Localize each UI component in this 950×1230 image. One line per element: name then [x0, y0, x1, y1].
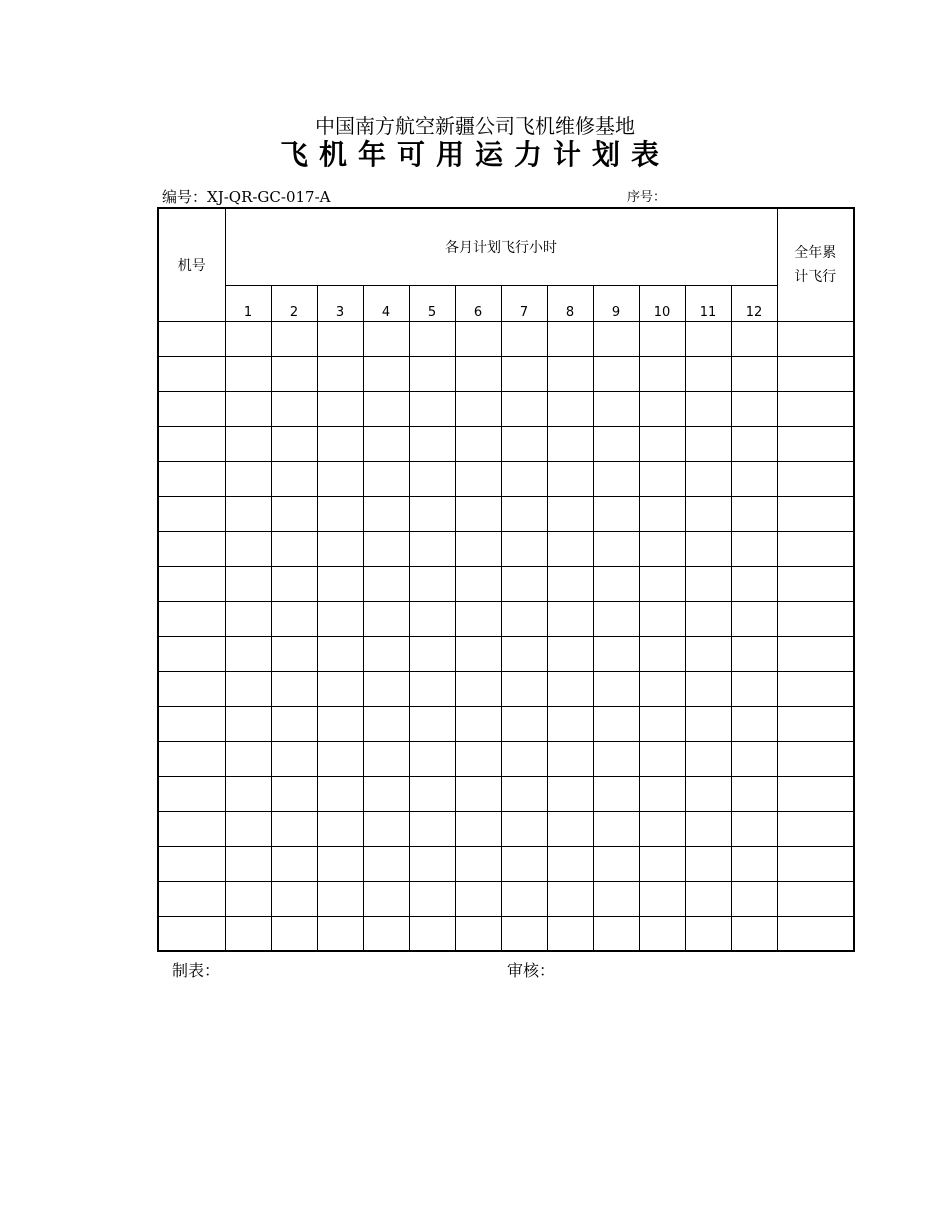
machine-number-cell[interactable] — [158, 671, 225, 706]
month-cell[interactable] — [363, 566, 409, 601]
machine-number-cell[interactable] — [158, 811, 225, 846]
annual-total-cell[interactable] — [777, 881, 854, 916]
month-cell[interactable] — [501, 881, 547, 916]
month-cell[interactable] — [639, 741, 685, 776]
month-cell[interactable] — [593, 496, 639, 531]
month-cell[interactable] — [225, 846, 271, 881]
month-header-10: 10 — [639, 285, 685, 321]
month-cell[interactable] — [731, 426, 777, 461]
month-cell[interactable] — [455, 601, 501, 636]
month-cell[interactable] — [455, 356, 501, 391]
table-row — [158, 566, 854, 601]
table-row — [158, 356, 854, 391]
machine-number-cell[interactable] — [158, 566, 225, 601]
annual-total-header — [777, 208, 854, 321]
month-cell[interactable] — [271, 671, 317, 706]
month-cell[interactable] — [593, 391, 639, 426]
month-cell[interactable] — [363, 916, 409, 951]
month-cell[interactable] — [271, 846, 317, 881]
annual-total-cell[interactable] — [777, 321, 854, 356]
month-cell[interactable] — [363, 321, 409, 356]
table-row — [158, 706, 854, 741]
month-cell[interactable] — [547, 426, 593, 461]
month-cell[interactable] — [593, 881, 639, 916]
month-cell[interactable] — [501, 636, 547, 671]
prepared-by-label: 制表： — [172, 961, 221, 980]
month-cell[interactable] — [501, 356, 547, 391]
month-cell[interactable] — [409, 426, 455, 461]
month-cell[interactable] — [547, 531, 593, 566]
month-cell[interactable] — [363, 356, 409, 391]
table-row — [158, 776, 854, 811]
table-row — [158, 881, 854, 916]
month-cell[interactable] — [271, 776, 317, 811]
month-cell[interactable] — [501, 741, 547, 776]
month-cell[interactable] — [455, 881, 501, 916]
month-cell[interactable] — [685, 426, 731, 461]
month-header-4: 4 — [363, 285, 409, 321]
month-header-11: 11 — [685, 285, 731, 321]
table-row — [158, 741, 854, 776]
annual-total-cell[interactable] — [777, 391, 854, 426]
month-cell[interactable] — [271, 636, 317, 671]
month-cell[interactable] — [685, 496, 731, 531]
month-cell[interactable] — [639, 461, 685, 496]
month-cell[interactable] — [731, 356, 777, 391]
month-cell[interactable] — [409, 566, 455, 601]
month-cell[interactable] — [639, 706, 685, 741]
month-cell[interactable] — [639, 671, 685, 706]
month-cell[interactable] — [593, 356, 639, 391]
month-cell[interactable] — [271, 391, 317, 426]
annual-total-cell[interactable] — [777, 741, 854, 776]
month-cell[interactable] — [731, 391, 777, 426]
month-cell[interactable] — [593, 706, 639, 741]
month-cell[interactable] — [363, 391, 409, 426]
month-cell[interactable] — [317, 706, 363, 741]
month-cell[interactable] — [271, 496, 317, 531]
annual-total-cell[interactable] — [777, 496, 854, 531]
month-cell[interactable] — [271, 426, 317, 461]
month-header-2: 2 — [271, 285, 317, 321]
table-row — [158, 321, 854, 356]
month-cell[interactable] — [685, 881, 731, 916]
month-cell[interactable] — [547, 776, 593, 811]
month-cell[interactable] — [731, 461, 777, 496]
month-cell[interactable] — [639, 776, 685, 811]
month-cell[interactable] — [501, 601, 547, 636]
month-cell[interactable] — [685, 811, 731, 846]
month-cell[interactable] — [409, 706, 455, 741]
machine-number-cell[interactable] — [158, 846, 225, 881]
month-cell[interactable] — [455, 846, 501, 881]
month-cell[interactable] — [271, 531, 317, 566]
month-header-8: 8 — [547, 285, 593, 321]
month-cell[interactable] — [271, 461, 317, 496]
month-cell[interactable] — [639, 916, 685, 951]
capacity-plan-table — [157, 207, 855, 952]
month-cell[interactable] — [271, 356, 317, 391]
table-row — [158, 461, 854, 496]
month-cell[interactable] — [639, 531, 685, 566]
month-cell[interactable] — [225, 496, 271, 531]
month-cell[interactable] — [547, 566, 593, 601]
month-cell[interactable] — [501, 496, 547, 531]
month-cell[interactable] — [455, 531, 501, 566]
month-cell[interactable] — [271, 741, 317, 776]
month-cell[interactable] — [363, 601, 409, 636]
month-cell[interactable] — [731, 636, 777, 671]
month-cell[interactable] — [731, 671, 777, 706]
machine-number-cell[interactable] — [158, 706, 225, 741]
month-cell[interactable] — [547, 356, 593, 391]
month-cell[interactable] — [685, 531, 731, 566]
month-cell[interactable] — [363, 496, 409, 531]
month-cell[interactable] — [455, 426, 501, 461]
month-cell[interactable] — [685, 356, 731, 391]
month-cell[interactable] — [593, 426, 639, 461]
month-cell[interactable] — [409, 916, 455, 951]
month-cell[interactable] — [455, 566, 501, 601]
month-cell[interactable] — [271, 321, 317, 356]
month-cell[interactable] — [639, 391, 685, 426]
month-cell[interactable] — [363, 531, 409, 566]
month-cell[interactable] — [225, 776, 271, 811]
month-cell[interactable] — [593, 566, 639, 601]
month-cell[interactable] — [547, 321, 593, 356]
month-cell[interactable] — [409, 671, 455, 706]
month-cell[interactable] — [547, 671, 593, 706]
month-cell[interactable] — [317, 741, 363, 776]
month-cell[interactable] — [409, 636, 455, 671]
annual-total-header-line2: 计飞行 — [794, 268, 837, 285]
month-cell[interactable] — [225, 426, 271, 461]
machine-number-cell[interactable] — [158, 636, 225, 671]
month-cell[interactable] — [363, 636, 409, 671]
month-cell[interactable] — [501, 776, 547, 811]
month-cell[interactable] — [363, 426, 409, 461]
month-cell[interactable] — [363, 461, 409, 496]
month-cell[interactable] — [501, 426, 547, 461]
annual-total-cell[interactable] — [777, 601, 854, 636]
month-header-1: 1 — [225, 285, 271, 321]
table-row — [158, 916, 854, 951]
month-cell[interactable] — [501, 461, 547, 496]
month-cell[interactable] — [271, 566, 317, 601]
month-cell[interactable] — [225, 741, 271, 776]
annual-total-cell[interactable] — [777, 531, 854, 566]
table-row — [158, 391, 854, 426]
form-title: 飞机年可用运力计划表 — [279, 138, 670, 171]
month-header-7: 7 — [501, 285, 547, 321]
month-cell[interactable] — [547, 916, 593, 951]
month-cell[interactable] — [455, 391, 501, 426]
month-cell[interactable] — [685, 601, 731, 636]
annual-total-cell[interactable] — [777, 356, 854, 391]
machine-number-header: 机号 — [158, 208, 225, 321]
table-row — [158, 426, 854, 461]
machine-number-cell[interactable] — [158, 356, 225, 391]
month-cell[interactable] — [455, 776, 501, 811]
month-cell[interactable] — [593, 636, 639, 671]
month-cell[interactable] — [409, 391, 455, 426]
month-cell[interactable] — [409, 461, 455, 496]
month-cell[interactable] — [409, 741, 455, 776]
month-cell[interactable] — [363, 881, 409, 916]
annual-total-cell[interactable] — [777, 461, 854, 496]
month-cell[interactable] — [225, 671, 271, 706]
month-cell[interactable] — [731, 811, 777, 846]
month-cell[interactable] — [317, 391, 363, 426]
month-cell[interactable] — [225, 636, 271, 671]
month-cell[interactable] — [317, 776, 363, 811]
machine-number-cell[interactable] — [158, 601, 225, 636]
month-header-6: 6 — [455, 285, 501, 321]
month-cell[interactable] — [363, 811, 409, 846]
month-cell[interactable] — [317, 531, 363, 566]
month-cell[interactable] — [685, 916, 731, 951]
month-cell[interactable] — [225, 461, 271, 496]
month-cell[interactable] — [501, 391, 547, 426]
form-code-label: 编号： — [162, 188, 208, 206]
month-cell[interactable] — [731, 776, 777, 811]
month-cell[interactable] — [639, 881, 685, 916]
month-cell[interactable] — [271, 916, 317, 951]
month-cell[interactable] — [639, 496, 685, 531]
month-cell[interactable] — [547, 461, 593, 496]
month-cell[interactable] — [685, 321, 731, 356]
month-cell[interactable] — [455, 461, 501, 496]
month-cell[interactable] — [547, 706, 593, 741]
month-cell[interactable] — [225, 811, 271, 846]
machine-number-cell[interactable] — [158, 321, 225, 356]
month-cell[interactable] — [363, 741, 409, 776]
month-cell[interactable] — [685, 461, 731, 496]
month-cell[interactable] — [639, 426, 685, 461]
month-cell[interactable] — [731, 496, 777, 531]
organization-title: 中国南方航空新疆公司飞机维修基地 — [315, 114, 635, 138]
month-cell[interactable] — [547, 881, 593, 916]
month-cell[interactable] — [593, 321, 639, 356]
serial-number — [627, 190, 666, 206]
month-cell[interactable] — [455, 496, 501, 531]
month-cell[interactable] — [547, 741, 593, 776]
month-cell[interactable] — [547, 601, 593, 636]
month-cell[interactable] — [455, 916, 501, 951]
month-cell[interactable] — [225, 321, 271, 356]
month-cell[interactable] — [593, 461, 639, 496]
month-cell[interactable] — [639, 566, 685, 601]
month-cell[interactable] — [409, 811, 455, 846]
month-cell[interactable] — [225, 356, 271, 391]
month-cell[interactable] — [593, 916, 639, 951]
month-cell[interactable] — [317, 811, 363, 846]
month-cell[interactable] — [225, 916, 271, 951]
month-cell[interactable] — [225, 566, 271, 601]
month-cell[interactable] — [593, 741, 639, 776]
form-code-value: XJ-QR-GC-017-A — [207, 188, 331, 206]
month-cell[interactable] — [731, 706, 777, 741]
month-header-5: 5 — [409, 285, 455, 321]
month-cell[interactable] — [639, 636, 685, 671]
month-cell[interactable] — [409, 356, 455, 391]
month-cell[interactable] — [685, 741, 731, 776]
month-cell[interactable] — [501, 706, 547, 741]
machine-number-cell[interactable] — [158, 881, 225, 916]
month-cell[interactable] — [685, 566, 731, 601]
month-cell[interactable] — [639, 356, 685, 391]
month-cell[interactable] — [547, 391, 593, 426]
month-cell[interactable] — [409, 321, 455, 356]
month-cell[interactable] — [593, 811, 639, 846]
machine-number-cell[interactable] — [158, 461, 225, 496]
machine-number-cell[interactable] — [158, 496, 225, 531]
month-cell[interactable] — [731, 321, 777, 356]
form-code — [162, 188, 331, 206]
month-cell[interactable] — [685, 636, 731, 671]
annual-total-cell[interactable] — [777, 671, 854, 706]
month-cell[interactable] — [363, 706, 409, 741]
month-cell[interactable] — [317, 426, 363, 461]
serial-number-label: 序号： — [627, 190, 667, 205]
annual-total-cell[interactable] — [777, 811, 854, 846]
month-cell[interactable] — [593, 531, 639, 566]
month-cell[interactable] — [317, 671, 363, 706]
machine-number-cell[interactable] — [158, 741, 225, 776]
month-cell[interactable] — [317, 321, 363, 356]
month-cell[interactable] — [547, 846, 593, 881]
month-cell[interactable] — [409, 776, 455, 811]
annual-total-cell[interactable] — [777, 776, 854, 811]
machine-number-cell[interactable] — [158, 391, 225, 426]
month-cell[interactable] — [225, 531, 271, 566]
month-cell[interactable] — [685, 391, 731, 426]
month-cell[interactable] — [271, 881, 317, 916]
month-cell[interactable] — [225, 601, 271, 636]
month-cell[interactable] — [317, 356, 363, 391]
month-cell[interactable] — [317, 846, 363, 881]
month-cell[interactable] — [455, 706, 501, 741]
month-cell[interactable] — [409, 601, 455, 636]
machine-number-cell[interactable] — [158, 426, 225, 461]
table-row — [158, 636, 854, 671]
month-cell[interactable] — [639, 811, 685, 846]
month-cell[interactable] — [501, 321, 547, 356]
month-cell[interactable] — [455, 671, 501, 706]
reviewed-by-label: 审核： — [507, 961, 556, 980]
month-cell[interactable] — [501, 566, 547, 601]
month-cell[interactable] — [593, 601, 639, 636]
month-cell[interactable] — [271, 811, 317, 846]
month-cell[interactable] — [409, 846, 455, 881]
month-cell[interactable] — [731, 566, 777, 601]
month-cell[interactable] — [317, 496, 363, 531]
table-row — [158, 846, 854, 881]
month-header-9: 9 — [593, 285, 639, 321]
month-cell[interactable] — [225, 706, 271, 741]
month-cell[interactable] — [317, 916, 363, 951]
annual-total-cell[interactable] — [777, 846, 854, 881]
month-cell[interactable] — [593, 846, 639, 881]
month-cell[interactable] — [731, 846, 777, 881]
month-cell[interactable] — [547, 496, 593, 531]
month-cell[interactable] — [547, 636, 593, 671]
month-cell[interactable] — [639, 846, 685, 881]
month-cell[interactable] — [317, 566, 363, 601]
annual-total-cell[interactable] — [777, 916, 854, 951]
annual-total-header-line1: 全年累 — [794, 244, 837, 261]
month-header-row — [158, 285, 854, 321]
month-cell[interactable] — [685, 671, 731, 706]
annual-total-cell[interactable] — [777, 566, 854, 601]
monthly-hours-header: 各月计划飞行小时 — [225, 208, 777, 285]
table-row — [158, 811, 854, 846]
month-cell[interactable] — [731, 531, 777, 566]
month-cell[interactable] — [639, 321, 685, 356]
machine-number-cell[interactable] — [158, 916, 225, 951]
table-row — [158, 531, 854, 566]
month-cell[interactable] — [225, 391, 271, 426]
month-cell[interactable] — [593, 671, 639, 706]
machine-number-cell[interactable] — [158, 531, 225, 566]
month-cell[interactable] — [501, 531, 547, 566]
month-cell[interactable] — [409, 881, 455, 916]
month-cell[interactable] — [363, 846, 409, 881]
month-cell[interactable] — [501, 846, 547, 881]
month-cell[interactable] — [731, 741, 777, 776]
month-cell[interactable] — [455, 811, 501, 846]
month-cell[interactable] — [731, 916, 777, 951]
month-header-12: 12 — [731, 285, 777, 321]
month-cell[interactable] — [363, 776, 409, 811]
month-cell[interactable] — [501, 916, 547, 951]
month-cell[interactable] — [455, 741, 501, 776]
month-cell[interactable] — [501, 811, 547, 846]
month-cell[interactable] — [455, 636, 501, 671]
month-cell[interactable] — [363, 671, 409, 706]
month-cell[interactable] — [547, 811, 593, 846]
month-cell[interactable] — [685, 846, 731, 881]
machine-number-cell[interactable] — [158, 776, 225, 811]
month-cell[interactable] — [731, 881, 777, 916]
month-cell[interactable] — [271, 706, 317, 741]
month-cell[interactable] — [685, 776, 731, 811]
month-cell[interactable] — [639, 601, 685, 636]
month-cell[interactable] — [317, 881, 363, 916]
annual-total-cell[interactable] — [777, 706, 854, 741]
table-row — [158, 671, 854, 706]
month-cell[interactable] — [225, 881, 271, 916]
month-cell[interactable] — [317, 601, 363, 636]
table-row — [158, 601, 854, 636]
annual-total-cell[interactable] — [777, 636, 854, 671]
month-cell[interactable] — [593, 776, 639, 811]
month-cell[interactable] — [731, 601, 777, 636]
month-cell[interactable] — [271, 601, 317, 636]
table-row — [158, 496, 854, 531]
month-cell[interactable] — [409, 496, 455, 531]
month-cell[interactable] — [501, 671, 547, 706]
month-cell[interactable] — [409, 531, 455, 566]
month-header-3: 3 — [317, 285, 363, 321]
month-cell[interactable] — [317, 636, 363, 671]
month-cell[interactable] — [455, 321, 501, 356]
month-cell[interactable] — [317, 461, 363, 496]
month-cell[interactable] — [685, 706, 731, 741]
annual-total-cell[interactable] — [777, 426, 854, 461]
